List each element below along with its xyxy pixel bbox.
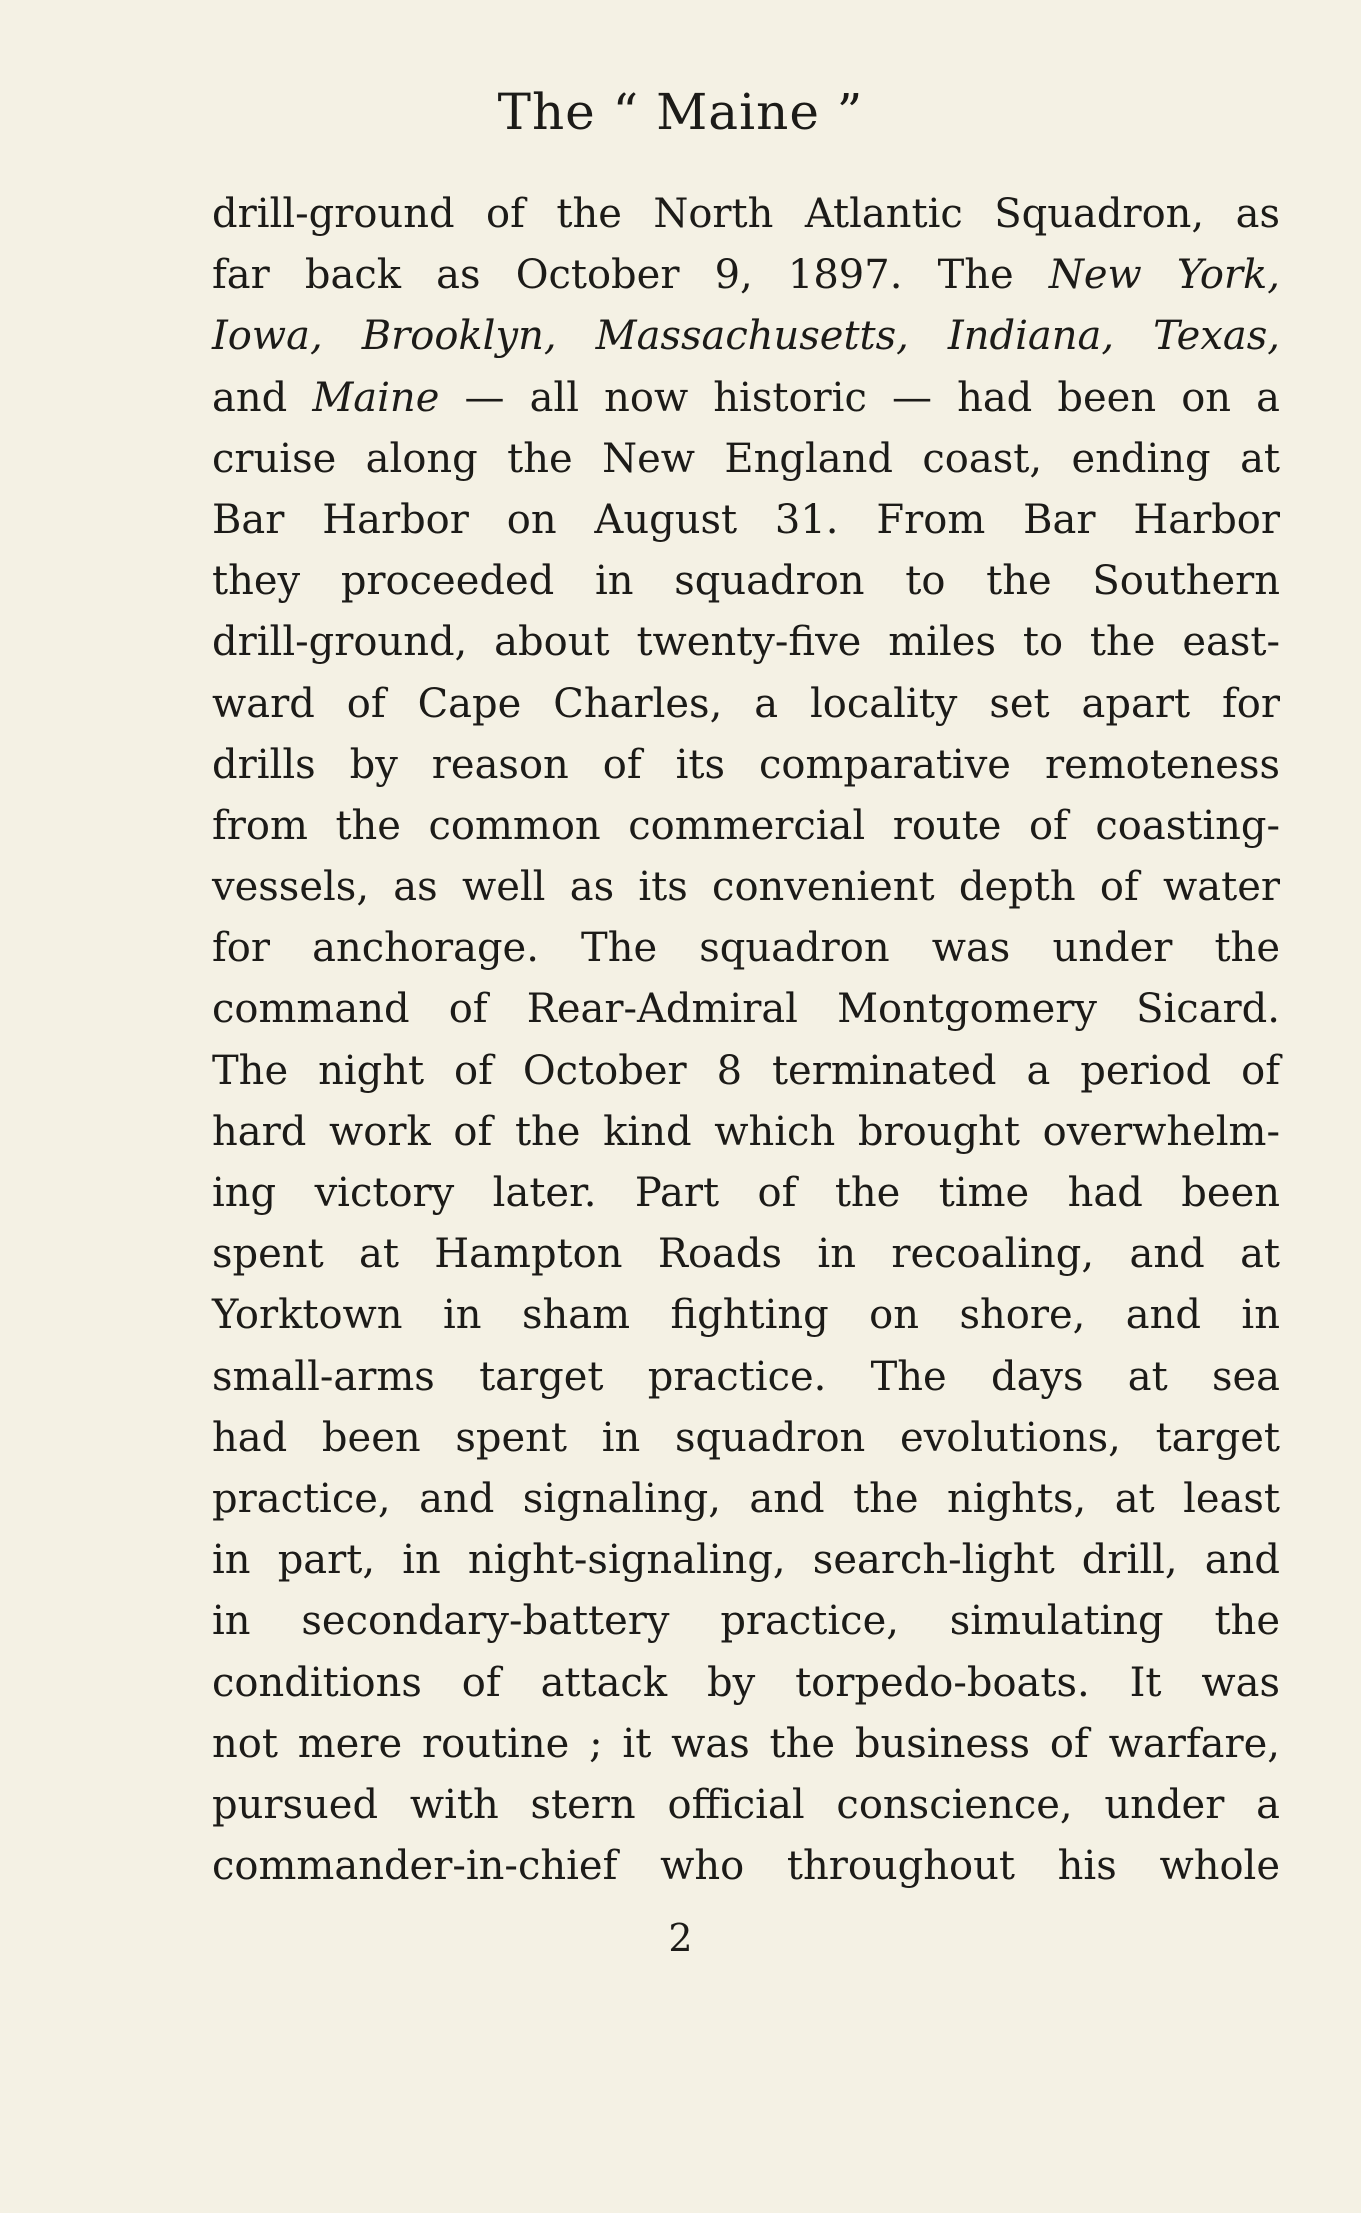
italic-ship-name: New York, (1048, 252, 1280, 299)
running-head: The “ Maine ” (497, 83, 864, 141)
text-line (212, 1591, 1280, 1652)
text-line (212, 674, 1280, 735)
text-line (212, 1285, 1280, 1346)
text-run: spent at Hampton Roads in recoaling, and at (212, 1231, 1280, 1278)
text-line (212, 796, 1280, 857)
text-run: drill-ground of the North Atlantic Squadron, as (212, 191, 1280, 237)
text-run: had been spent in squadron evolutions, target (212, 1414, 1280, 1461)
text-line (212, 1775, 1280, 1836)
text-run: Yorktown in sham fighting on shore, and in (212, 1292, 1280, 1339)
text-line (212, 735, 1280, 796)
text-run: command of Rear-Admiral Montgomery Sicard. (212, 986, 1280, 1033)
body-text (212, 184, 1280, 1897)
text-run: cruise along the New England coast, ending at (212, 435, 1280, 482)
text-run: drills by reason of its comparative remoteness (212, 741, 1280, 788)
text-line (212, 857, 1280, 918)
text-run: small-arms target practice. The days at sea (212, 1353, 1280, 1400)
text-run: from the common commercial route of coasting- (212, 802, 1280, 849)
text-run: conditions of attack by torpedo-boats. It was (212, 1659, 1280, 1706)
text-run: not mere routine ; it was the business of warfare, (212, 1720, 1280, 1767)
text-line (212, 1714, 1280, 1775)
text-run: for anchorage. The squadron was under the (212, 925, 1280, 972)
text-line (212, 1163, 1280, 1224)
text-line (212, 551, 1280, 612)
text-line (212, 612, 1280, 673)
text-run: practice, and signaling, and the nights, at least (212, 1475, 1280, 1522)
text-line (212, 1836, 1280, 1897)
text-run: vessels, as well as its convenient depth of water (212, 864, 1280, 911)
text-line (212, 429, 1280, 490)
text-line (212, 245, 1280, 306)
text-line (212, 1224, 1280, 1285)
text-run: pursued with stern official conscience, under a (212, 1781, 1280, 1828)
text-run: hard work of the kind which brought overwhelm- (212, 1108, 1280, 1155)
text-run: ing victory later. Part of the time had been (212, 1170, 1280, 1216)
text-line (212, 1408, 1280, 1469)
text-run: in secondary-battery practice, simulating the (212, 1598, 1280, 1645)
text-line (212, 1041, 1280, 1102)
text-run: — all now historic — had been on a (439, 374, 1280, 421)
text-run: far back as October 9, 1897. The (212, 252, 1049, 299)
text-run: in part, in night-signaling, search-light drill, and (212, 1537, 1280, 1584)
text-line (212, 1469, 1280, 1530)
text-run: commander-in-chief who throughout his whole (212, 1843, 1280, 1890)
text-line (212, 1347, 1280, 1408)
italic-ship-name: Iowa, Brooklyn, Massachusetts, Indiana, Texas, (212, 313, 1280, 360)
text-line (212, 184, 1280, 245)
text-run: drill-ground, about twenty-five miles to the east- (212, 619, 1280, 666)
text-run: Bar Harbor on August 31. From Bar Harbor (212, 496, 1280, 543)
page-number: 2 (668, 1916, 693, 1960)
text-line (212, 306, 1280, 367)
text-line (212, 368, 1280, 429)
text-run: they proceeded in squadron to the Southern (212, 558, 1280, 605)
text-run: and (212, 374, 313, 421)
text-line (212, 490, 1280, 551)
text-run: ward of Cape Charles, a locality set apart for (212, 680, 1280, 727)
text-run: The night of October 8 terminated a period of (212, 1047, 1280, 1094)
text-line (212, 1530, 1280, 1591)
text-line (212, 1102, 1280, 1163)
italic-ship-name: Maine (312, 374, 440, 421)
text-line (212, 918, 1280, 979)
text-line (212, 1653, 1280, 1714)
text-line (212, 979, 1280, 1040)
